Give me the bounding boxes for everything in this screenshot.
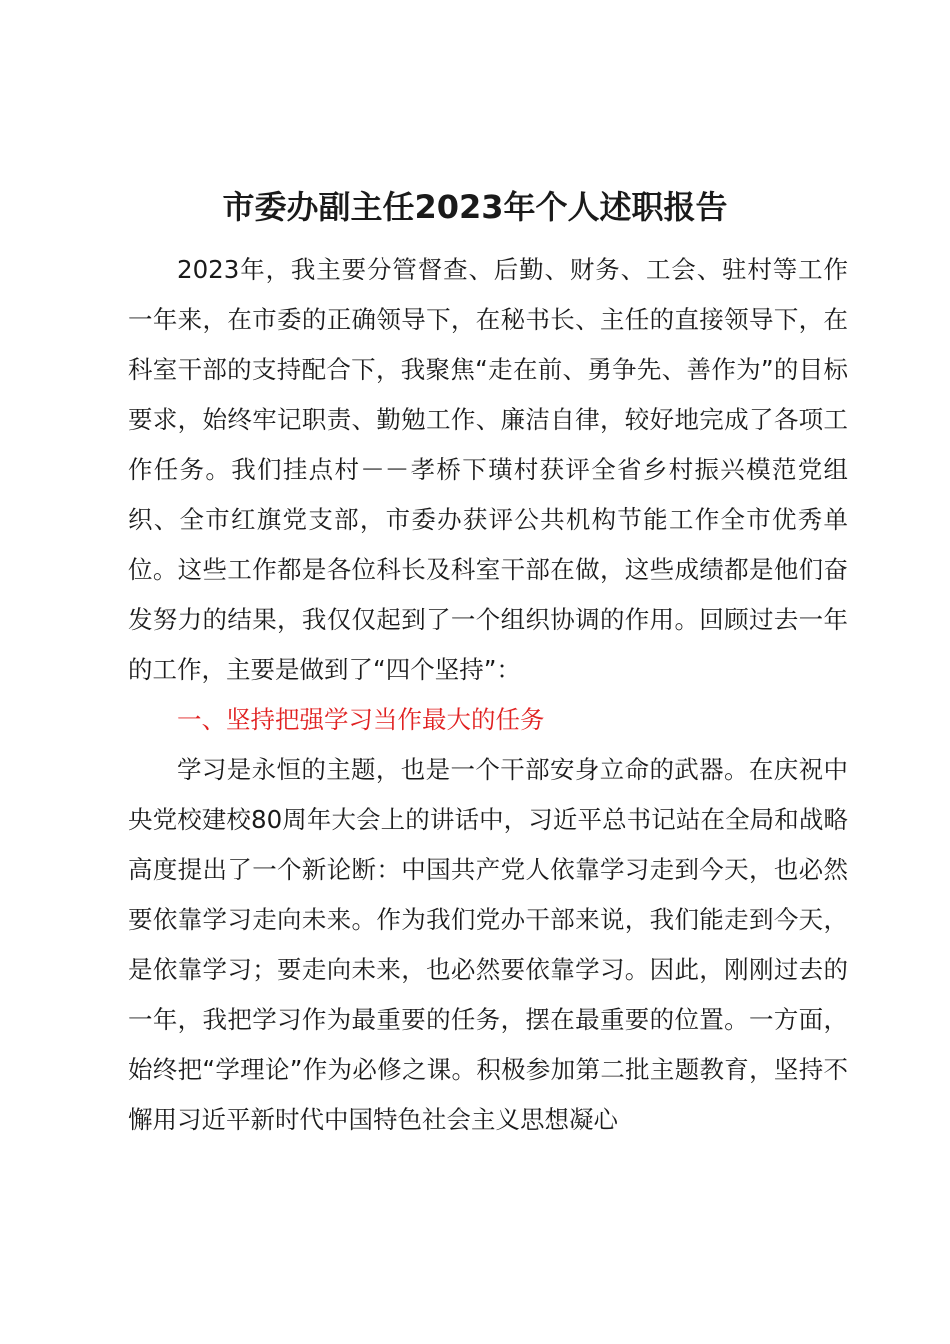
document-title: 市委办副主任2023年个人述职报告 — [222, 188, 728, 226]
intro-paragraph: 2023年，我主要分管督查、后勤、财务、工会、驻村等工作一年来，在市委的正确领导下，在秘书长、主任的直接领导下，在科室干部的支持配合下，我聚焦“走在前、勇争先、善作为”的目标要求，始终牢记职责、勤勉工作、廉洁自律，较好地完成了各项工作任务。我们挂点村－－孝桥下璜村获评全省乡村振兴模范党组织、全市红旗党支部，市委办获评公共机构节能工作全市优秀单位。这些工作都是各位科长及科室干部在做，这些成绩都是他们奋发努力的结果，我仅仅起到了一个组织协调的作用。回顾过去一年的工作，主要是做到了“四个坚持”： — [128, 255, 848, 684]
section-heading: 一、坚持把强学习当作最大的任务 — [177, 705, 545, 734]
document-body — [128, 245, 848, 1145]
section-paragraph: 学习是永恒的主题，也是一个干部安身立命的武器。在庆祝中央党校建校80周年大会上的讲话中，习近平总书记站在全局和战略高度提出了一个新论断：中国共产党人依靠学习走到今天，也必然要依靠学习走向未来。作为我们党办干部来说，我们能走到今天，是依靠学习；要走向未来，也必然要依靠学习。因此，刚刚过去的一年，我把学习作为最重要的任务，摆在最重要的位置。一方面，始终把“学理论”作为必修之课。积极参加第二批主题教育，坚持不懈用习近平新时代中国特色社会主义思想凝心 — [128, 755, 848, 1134]
